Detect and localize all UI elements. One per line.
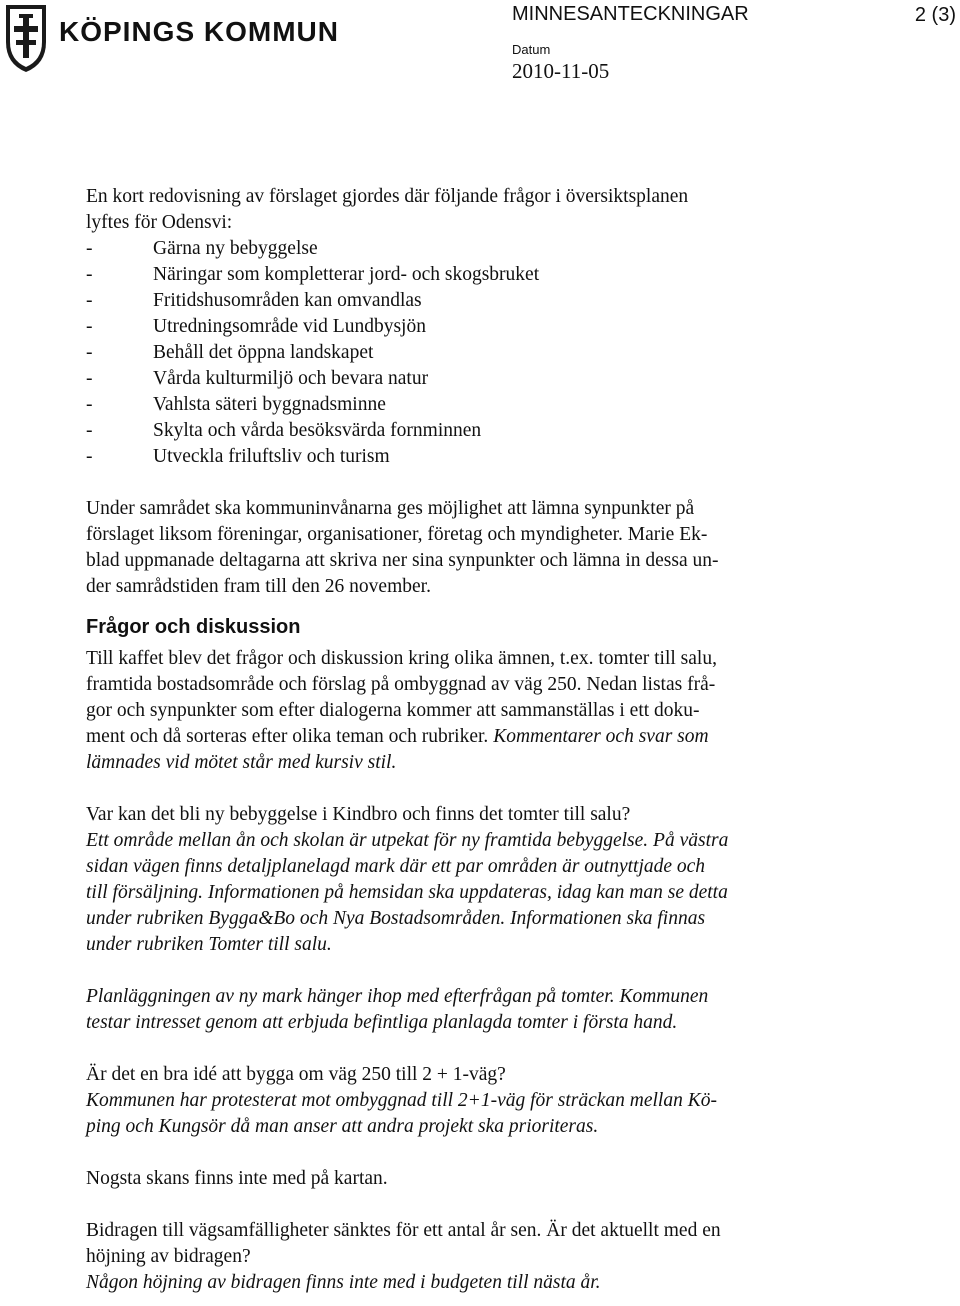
bullet-dash: - [86, 264, 93, 285]
question: höjning av bidragen? [86, 1246, 251, 1267]
bullet-dash: - [86, 290, 93, 311]
question-block [86, 802, 831, 958]
answer: Ett område mellan ån och skolan är utpekat för ny framtida bebyggelse. På västra [86, 830, 729, 851]
question-block [86, 1062, 831, 1140]
bullet-dash: - [86, 238, 93, 259]
bullet-dash: - [86, 394, 93, 415]
intro-line: lyftes för Odensvi: [86, 212, 233, 233]
list-item: - Vahlsta säteri byggnadsminne [86, 392, 831, 418]
list-item: - Fritidshusområden kan omvandlas [86, 288, 831, 314]
page-number: 2 (3) [914, 4, 956, 26]
kommun-logo [2, 2, 342, 72]
issue-list [86, 236, 831, 470]
answer: till försäljning. Informationen på hemsidan ska uppdateras, idag kan man se detta [86, 882, 728, 903]
note-block: Planläggningen av ny mark hänger ihop med efterfrågan på tomter. Kommunen testar intresset genom att erbjuda befintliga planlagda tomter i första hand. [86, 986, 709, 1033]
list-item: - Behåll det öppna landskapet [86, 340, 831, 366]
list-item: - Näringar som kompletterar jord- och skogsbruket [86, 262, 831, 288]
list-item: - Utveckla friluftsliv och turism [86, 444, 831, 470]
answer: under rubriken Bygga&Bo och Nya Bostadsområden. Informationen ska finnas [86, 908, 706, 929]
bullet-dash: - [86, 342, 93, 363]
org-name: KÖPINGS KOMMUN [59, 16, 339, 47]
date-label: Datum [512, 42, 551, 57]
coat-of-arms-icon [2, 2, 50, 74]
list-item: - Gärna ny bebyggelse [86, 236, 831, 262]
bullet-dash: - [86, 420, 93, 441]
list-item: - Utredningsområde vid Lundbysjön [86, 314, 831, 340]
document-type: MINNESANTECKNINGAR [512, 3, 749, 25]
list-item: - Vårda kulturmiljö och bevara natur [86, 366, 831, 392]
bullet-dash: - [86, 446, 93, 467]
answer: sidan vägen finns detaljplanelagd mark där ett par områden är outnyttjade och [86, 856, 706, 877]
discussion-intro: Till kaffet blev det frågor och diskussion kring olika ämnen, t.ex. tomter till salu, framtida bostadsområde och förslag på ombyggnad av väg 250. Nedan listas frå- gor och synpunkter som efter dialogerna kommer att sammanställas i ett doku- ment och då sorteras efter olika teman och rubriker. Kommentarer och svar som lämnades vid mötet står med kursiv stil. [86, 648, 717, 773]
bullet-dash: - [86, 316, 93, 337]
question-block [86, 1218, 831, 1296]
intro-line: En kort redovisning av förslaget gjordes där följande frågor i översiktsplanen [86, 186, 689, 207]
answer: ping och Kungsör då man anser att andra projekt ska prioriteras. [86, 1116, 599, 1137]
question: Bidragen till vägsamfälligheter sänktes för ett antal år sen. Är det aktuellt med en [86, 1220, 721, 1241]
answer: under rubriken Tomter till salu. [86, 934, 332, 955]
question: Är det en bra idé att bygga om väg 250 till 2 + 1-väg? [86, 1064, 506, 1085]
answer: Någon höjning av bidragen finns inte med i budgeten till nästa år. [86, 1272, 601, 1293]
samrad-paragraph: Under samrådet ska kommuninvånarna ges möjlighet att lämna synpunkter på förslaget liksom föreningar, organisationer, företag och myndigheter. Marie Ek- blad uppmanade deltagarna att skriva ner sina synpunkter och lämna in dessa un- der samrådstiden fram till den 26 november. [86, 498, 719, 597]
date-value: 2010-11-05 [512, 59, 610, 83]
question: Var kan det bli ny bebyggelse i Kindbro och finns det tomter till salu? [86, 804, 631, 825]
note: Nogsta skans finns inte med på kartan. [86, 1168, 388, 1189]
bullet-dash: - [86, 368, 93, 389]
list-item: - Skylta och vårda besöksvärda fornminnen [86, 418, 831, 444]
answer: Kommunen har protesterat mot ombyggnad till 2+1-väg för sträckan mellan Kö- [86, 1090, 717, 1111]
section-heading: Frågor och diskussion [86, 616, 301, 638]
document-body [86, 184, 831, 1296]
